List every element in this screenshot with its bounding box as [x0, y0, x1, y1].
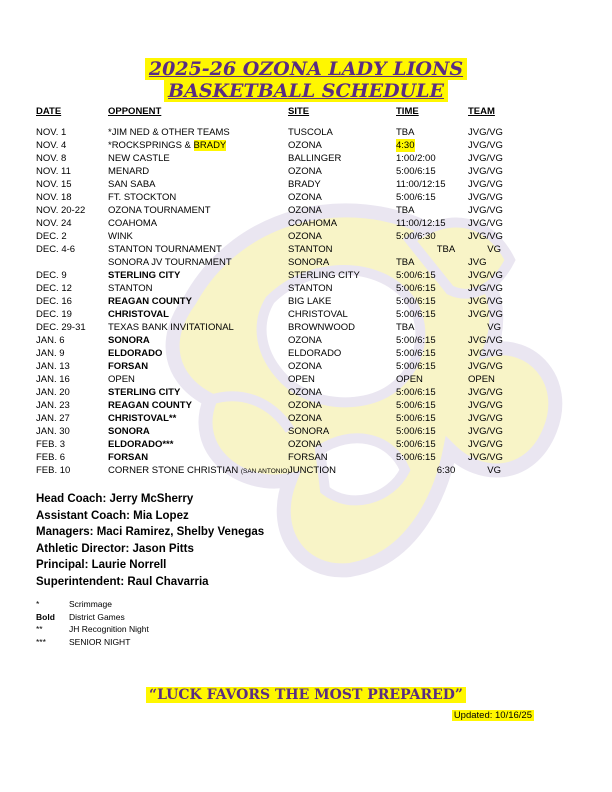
row-date: DEC. 29-31 — [36, 322, 86, 333]
row-team: VG — [487, 322, 501, 333]
staff-athletic-director: Athletic Director: Jason Pitts — [36, 542, 194, 555]
row-site: CHRISTOVAL — [288, 309, 348, 320]
row-team: JVG/VG — [468, 140, 503, 151]
row-time: 5:00/6:15 — [396, 335, 436, 346]
legend-description: District Games — [69, 611, 125, 622]
row-site: OZONA — [288, 205, 322, 216]
motto — [0, 687, 612, 703]
row-opponent: STERLING CITY — [108, 387, 181, 398]
row-date: DEC. 9 — [36, 270, 67, 281]
row-date: NOV. 15 — [36, 179, 72, 190]
table-row — [0, 139, 612, 152]
row-time: 5:00/6:30 — [396, 231, 436, 242]
row-time: 5:00/6:15 — [396, 452, 436, 463]
row-date: NOV. 24 — [36, 218, 72, 229]
row-team: JVG/VG — [468, 127, 503, 138]
row-team: JVG/VG — [468, 166, 503, 177]
table-row — [0, 295, 612, 308]
row-opponent-highlight: BRADY — [193, 140, 227, 151]
row-site: OPEN — [288, 374, 315, 385]
row-date: JAN. 16 — [36, 374, 70, 385]
row-date: NOV. 8 — [36, 153, 67, 164]
row-date: DEC. 4-6 — [36, 244, 76, 255]
row-site: OZONA — [288, 400, 322, 411]
row-time: TBA — [396, 322, 415, 333]
row-opponent: CHRISTOVAL — [108, 309, 169, 320]
row-opponent-text: CORNER STONE CHRISTIAN — [108, 465, 241, 476]
row-opponent: REAGAN COUNTY — [108, 400, 192, 411]
row-time: 5:00/6:15 — [396, 309, 436, 320]
row-site: STANTON — [288, 244, 333, 255]
row-time: TBA — [436, 244, 456, 255]
table-row — [0, 464, 612, 477]
table-row — [0, 243, 612, 256]
row-opponent: FT. STOCKTON — [108, 192, 177, 203]
row-team: JVG/VG — [468, 179, 503, 190]
staff-list — [36, 491, 264, 590]
legend-description: SENIOR NIGHT — [69, 636, 131, 647]
row-date: JAN. 13 — [36, 361, 70, 372]
row-site: TUSCOLA — [288, 127, 333, 138]
row-date: DEC. 19 — [36, 309, 72, 320]
table-row — [0, 451, 612, 464]
row-team: JVG/VG — [468, 348, 503, 359]
column-header-time: TIME — [396, 106, 419, 117]
row-date: JAN. 30 — [36, 426, 70, 437]
row-date: NOV. 18 — [36, 192, 72, 203]
row-team: JVG/VG — [468, 452, 503, 463]
row-time: TBA — [396, 257, 415, 268]
legend-symbol: Bold — [36, 611, 55, 622]
row-site: OZONA — [288, 413, 322, 424]
table-row — [0, 191, 612, 204]
updated-date: Updated: 10/16/25 — [453, 710, 532, 721]
row-time: 4:30 — [396, 140, 415, 151]
row-opponent: ELDORADO — [108, 348, 163, 359]
row-site: OZONA — [288, 140, 322, 151]
row-date: JAN. 9 — [36, 348, 65, 359]
row-opponent: MENARD — [108, 166, 150, 177]
legend-symbol: * — [36, 599, 40, 609]
table-row — [0, 269, 612, 282]
table-row — [0, 217, 612, 230]
staff-managers: Managers: Maci Ramirez, Shelby Venegas — [36, 526, 265, 538]
table-row — [0, 347, 612, 360]
row-date: NOV. 20-22 — [36, 205, 86, 216]
row-opponent-text: *ROCKSPRINGS & — [108, 140, 194, 151]
row-opponent: STANTON — [108, 283, 153, 294]
table-row — [0, 360, 612, 373]
row-time: 5:00/6:15 — [396, 192, 436, 203]
row-site: JUNCTION — [288, 465, 337, 476]
table-row — [0, 230, 612, 243]
row-team: OPEN — [468, 374, 495, 385]
row-opponent-note: (SAN ANTONIO) — [240, 468, 290, 475]
row-opponent: WINK — [108, 231, 133, 242]
row-opponent: COAHOMA — [108, 218, 158, 229]
row-opponent: OPEN — [108, 374, 135, 385]
table-row — [0, 425, 612, 438]
table-row — [0, 152, 612, 165]
row-opponent: REAGAN COUNTY — [108, 296, 192, 307]
row-time: 6:30 — [436, 465, 456, 476]
row-site: COAHOMA — [288, 218, 338, 229]
table-row — [0, 438, 612, 451]
table-row — [0, 204, 612, 217]
row-time: 5:00/6:15 — [396, 361, 436, 372]
legend-symbol: ** — [36, 624, 43, 634]
row-date: DEC. 12 — [36, 283, 72, 294]
row-time: 5:00/6:15 — [396, 387, 436, 398]
row-opponent: NEW CASTLE — [108, 153, 170, 164]
row-site: STANTON — [288, 283, 333, 294]
row-date: NOV. 1 — [36, 127, 67, 138]
row-time: 11:00/12:15 — [396, 218, 446, 229]
row-opponent: STANTON TOURNAMENT — [108, 244, 222, 255]
row-opponent: TEXAS BANK INVITATIONAL — [108, 322, 234, 333]
row-date: NOV. 4 — [36, 140, 67, 151]
row-date: FEB. 6 — [36, 452, 66, 463]
table-row — [0, 386, 612, 399]
row-date: DEC. 16 — [36, 296, 72, 307]
table-row — [0, 399, 612, 412]
row-team: JVG/VG — [468, 153, 503, 164]
row-site: BIG LAKE — [288, 296, 332, 307]
row-date: FEB. 3 — [36, 439, 66, 450]
row-site: OZONA — [288, 166, 322, 177]
row-date: JAN. 6 — [36, 335, 65, 346]
row-team: JVG/VG — [468, 400, 503, 411]
row-site: OZONA — [288, 335, 322, 346]
row-opponent: SONORA — [108, 335, 150, 346]
column-header-team: TEAM — [468, 106, 495, 117]
table-row — [0, 412, 612, 425]
row-team: JVG/VG — [468, 335, 503, 346]
staff-superintendent: Superintendent: Raul Chavarria — [36, 575, 209, 588]
column-header-date: DATE — [36, 106, 62, 117]
row-site: BROWNWOOD — [288, 322, 356, 333]
title-line-2: BASKETBALL SCHEDULE — [0, 80, 612, 102]
table-row — [0, 178, 612, 191]
table-row — [0, 334, 612, 347]
row-team: JVG/VG — [468, 296, 503, 307]
row-site: OZONA — [288, 439, 322, 450]
row-date: NOV. 11 — [36, 166, 71, 177]
row-site: FORSAN — [288, 452, 328, 463]
row-site: SONORA — [288, 257, 330, 268]
row-team: JVG — [468, 257, 487, 268]
legend-description: JH Recognition Night — [69, 624, 149, 634]
row-site: OZONA — [288, 387, 322, 398]
title-line-1: 2025-26 OZONA LADY LIONS — [0, 58, 612, 80]
table-row — [0, 373, 612, 386]
row-team: JVG/VG — [468, 231, 503, 242]
row-time: OPEN — [396, 374, 423, 385]
row-site: BRADY — [288, 179, 321, 190]
row-time: TBA — [396, 127, 415, 138]
row-time: 5:00/6:15 — [396, 270, 436, 281]
row-time: 5:00/6:15 — [396, 166, 436, 177]
row-site: SONORA — [288, 426, 330, 437]
row-time: 5:00/6:15 — [396, 348, 436, 359]
table-row — [0, 126, 612, 139]
row-site: STERLING CITY — [288, 270, 360, 281]
staff-assistant-coach: Assistant Coach: Mia Lopez — [36, 509, 189, 522]
row-team: JVG/VG — [468, 205, 503, 216]
row-time: 5:00/6:15 — [396, 296, 436, 307]
row-team: JVG/VG — [468, 283, 503, 294]
row-date: JAN. 27 — [36, 413, 70, 424]
row-team: JVG/VG — [468, 426, 503, 437]
row-opponent: FORSAN — [108, 452, 149, 463]
row-time: 11:00/12:15 — [396, 179, 446, 190]
row-site: OZONA — [288, 192, 322, 203]
row-date: FEB. 10 — [36, 465, 71, 476]
row-site: OZONA — [288, 361, 322, 372]
row-opponent: FORSAN — [108, 361, 149, 372]
schedule-table — [0, 126, 612, 477]
row-time: 5:00/6:15 — [396, 400, 436, 411]
row-team: JVG/VG — [468, 192, 503, 203]
row-opponent: SONORA JV TOURNAMENT — [108, 257, 232, 268]
row-opponent: OZONA TOURNAMENT — [108, 205, 211, 216]
table-row — [0, 321, 612, 334]
row-opponent: *JIM NED & OTHER TEAMS — [108, 127, 230, 138]
row-opponent — [108, 139, 226, 152]
row-date: JAN. 23 — [36, 400, 70, 411]
row-team: JVG/VG — [468, 361, 503, 372]
row-opponent: STERLING CITY — [108, 270, 181, 281]
table-row — [0, 282, 612, 295]
staff-principal: Principal: Laurie Norrell — [36, 559, 167, 571]
row-team: JVG/VG — [468, 309, 503, 320]
column-header-site: SITE — [288, 106, 310, 117]
row-site: ELDORADO — [288, 348, 342, 359]
table-row — [0, 256, 612, 269]
row-team: JVG/VG — [468, 413, 503, 424]
row-opponent: ELDORADO*** — [108, 439, 174, 450]
row-team: VG — [487, 465, 501, 476]
row-opponent: SAN SABA — [108, 179, 156, 190]
row-opponent: CHRISTOVAL** — [108, 413, 177, 424]
legend-symbol: *** — [36, 636, 46, 647]
staff-head-coach: Head Coach: Jerry McSherry — [36, 493, 194, 505]
row-time: 5:00/6:15 — [396, 413, 436, 424]
table-row — [0, 308, 612, 321]
row-time: 5:00/6:15 — [396, 426, 436, 437]
row-time: 5:00/6:15 — [396, 283, 436, 294]
row-time: 1:00/2:00 — [396, 153, 436, 164]
row-team: JVG/VG — [468, 218, 503, 229]
table-row — [0, 165, 612, 178]
row-team: JVG/VG — [468, 387, 503, 398]
row-site: BALLINGER — [288, 153, 342, 164]
row-time: TBA — [396, 205, 415, 216]
row-time: 5:00/6:15 — [396, 439, 436, 450]
motto-text: “LUCK FAVORS THE MOST PREPARED” — [146, 687, 466, 703]
legend-description: Scrimmage — [69, 599, 112, 609]
row-date: DEC. 2 — [36, 231, 67, 242]
row-team: VG — [487, 244, 501, 255]
row-site: OZONA — [288, 231, 322, 242]
row-team: JVG/VG — [468, 270, 503, 281]
row-opponent: SONORA — [108, 426, 150, 437]
row-team: JVG/VG — [468, 439, 503, 450]
row-opponent — [108, 464, 289, 478]
row-date: JAN. 20 — [36, 387, 70, 398]
column-header-opponent: OPPONENT — [108, 106, 162, 117]
